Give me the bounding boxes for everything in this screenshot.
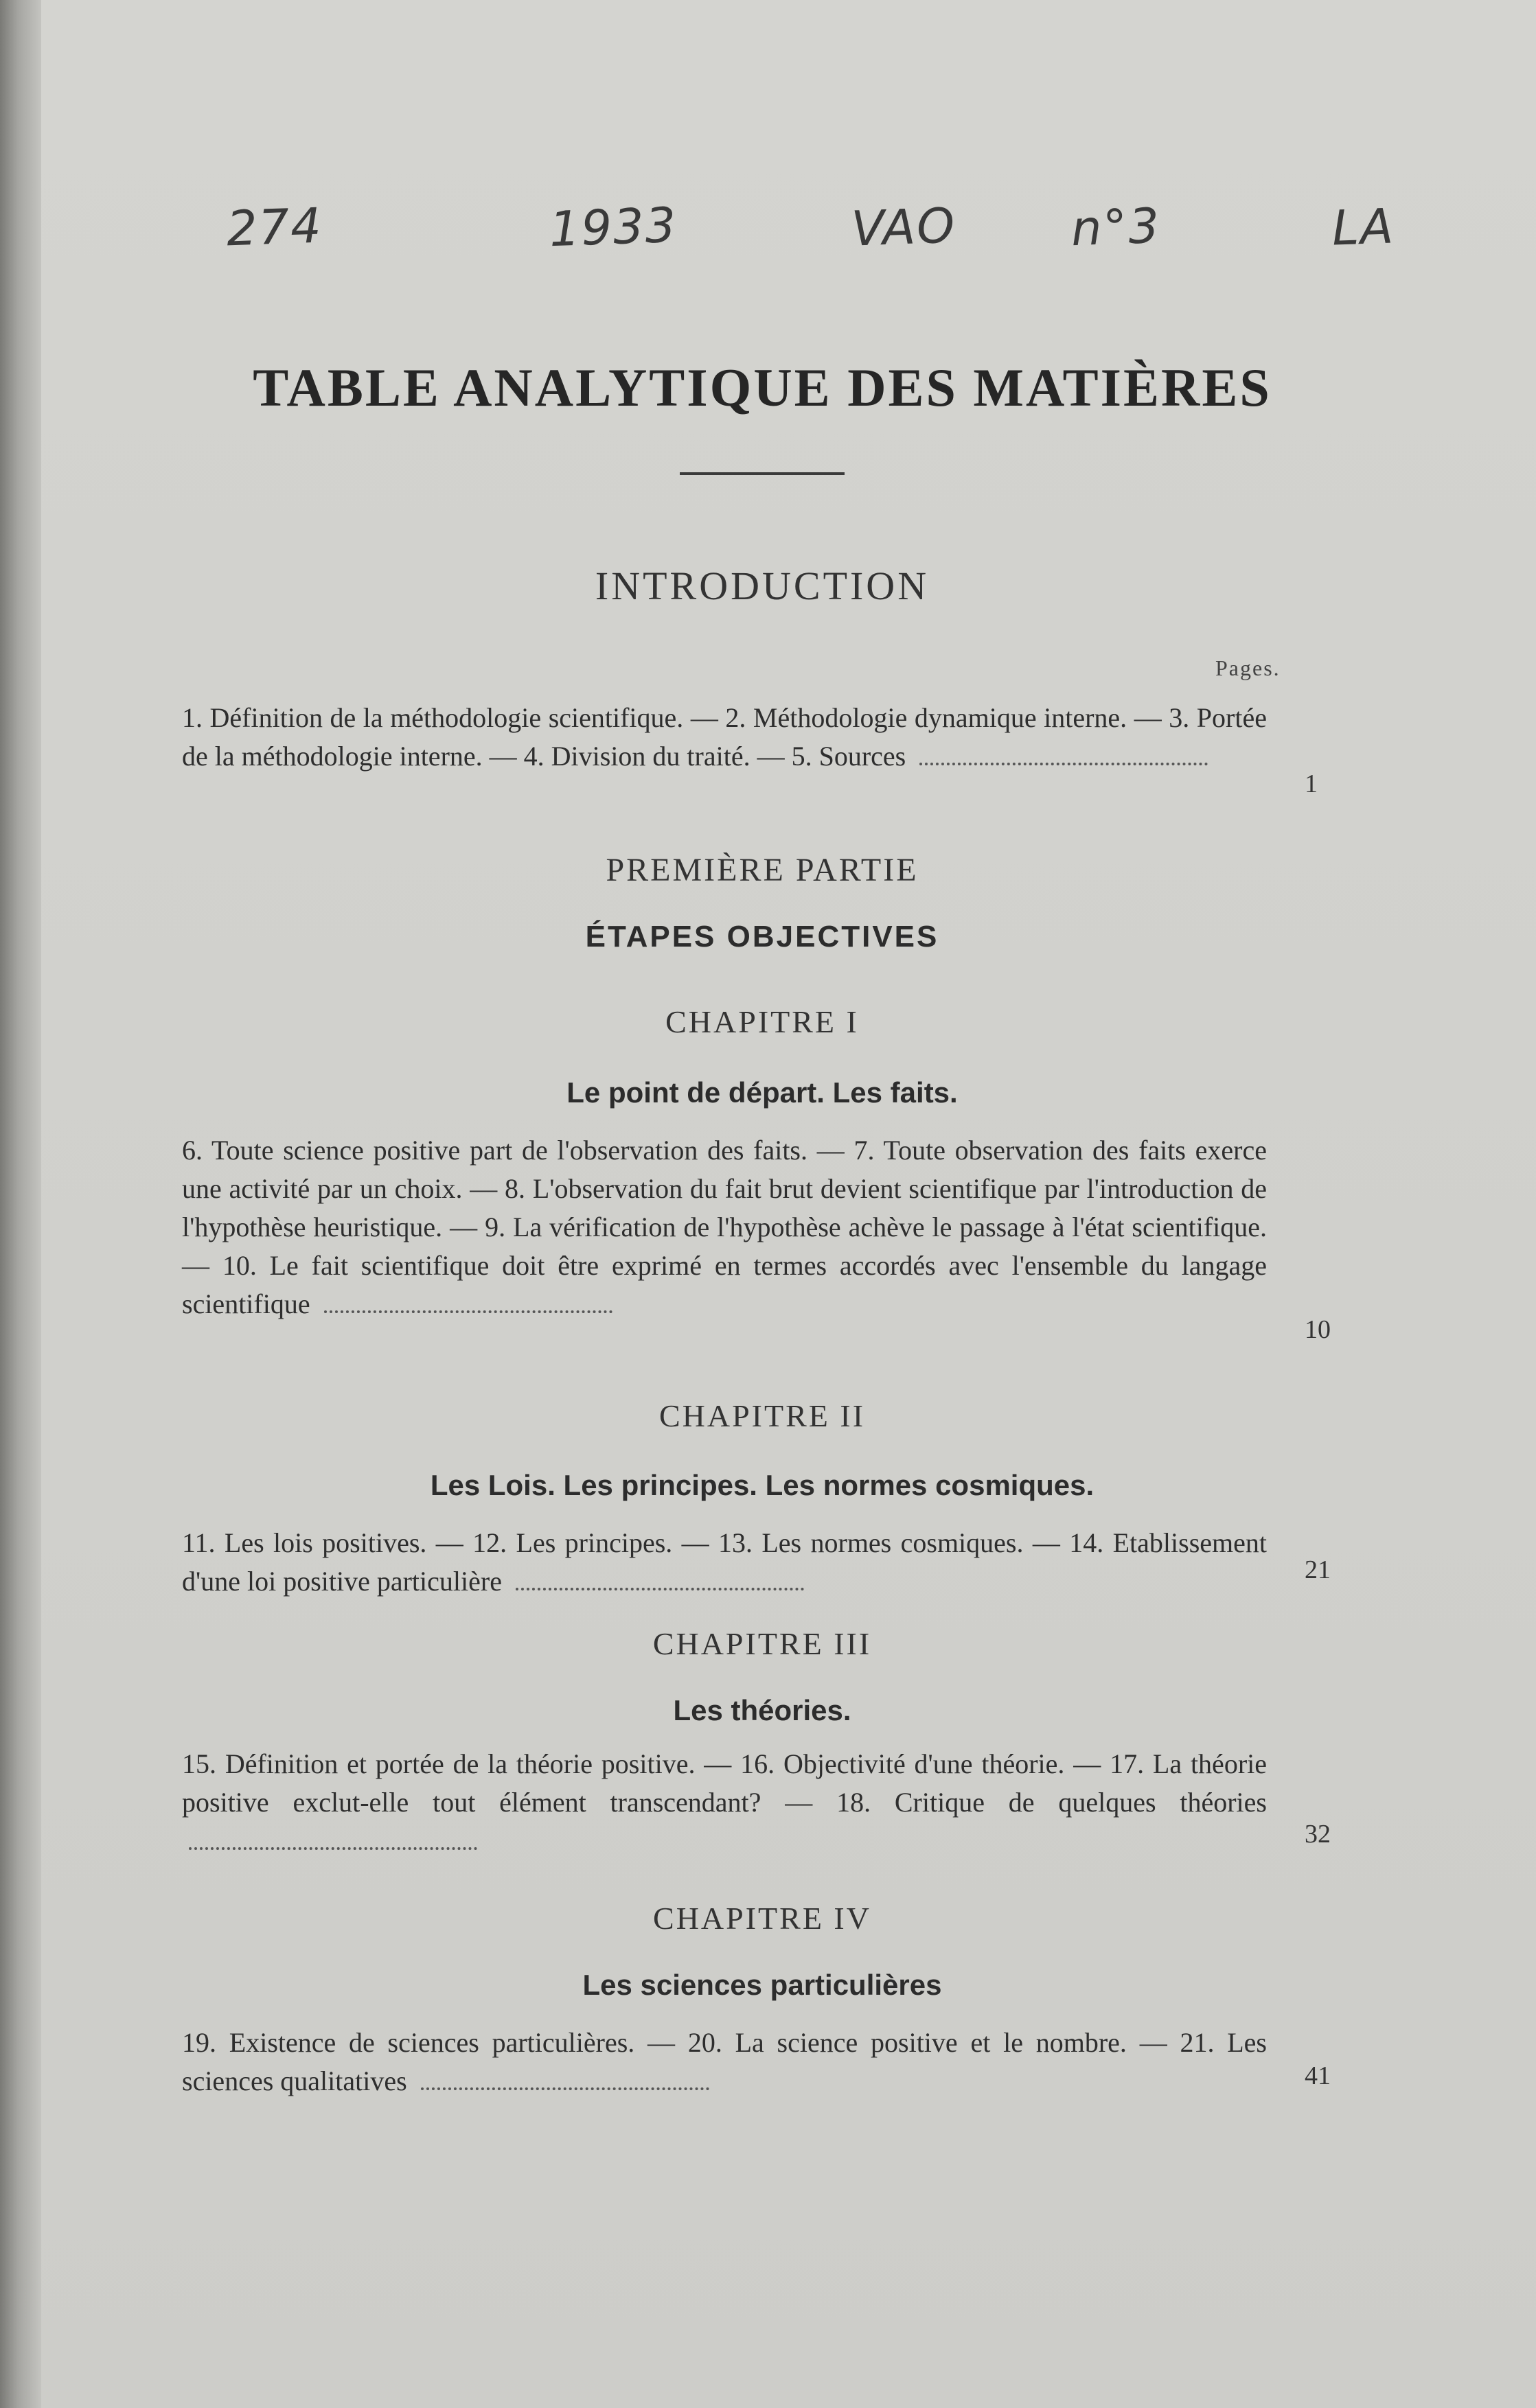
chapter-1-entry[interactable] bbox=[182, 1131, 1267, 1323]
chapter-1-entry-text: 6. Toute science positive part de l'observation des faits. — 7. Toute observation des faits exerce une activité par un choix. — 8. L'observation du fait brut devient scientifique par l'introduction de l'hypothèse heuristique. — 9. La vérification de l'hypothèse achève le passage à l'état scientifique. — 10. Le fait scientifique doit être exprimé en termes accordés avec l'ensemble du langage scientifique bbox=[182, 1135, 1267, 1319]
chapter-1-page-number: 10 bbox=[1305, 1315, 1331, 1344]
chapter-4-entry[interactable] bbox=[182, 2024, 1267, 2100]
dot-leader bbox=[516, 1588, 804, 1590]
handwritten-note-2: 1933 bbox=[548, 196, 678, 258]
chapter-3-label: CHAPITRE III bbox=[652, 1626, 872, 1661]
chapter-2-title: Les Lois. Les principes. Les normes cosmiques. bbox=[430, 1469, 1094, 1501]
introduction-page-number: 1 bbox=[1305, 769, 1318, 798]
chapter-1-label: CHAPITRE I bbox=[665, 1004, 859, 1039]
handwritten-note-3: VAO bbox=[850, 197, 957, 257]
book-page bbox=[41, 0, 1536, 2408]
handwritten-note-5: LA bbox=[1331, 198, 1396, 257]
chapter-2-label: CHAPITRE II bbox=[658, 1398, 866, 1433]
dot-leader bbox=[919, 763, 1208, 765]
part-subheading: ÉTAPES OBJECTIVES bbox=[585, 920, 939, 953]
handwritten-note-4: n°3 bbox=[1070, 197, 1162, 257]
chapter-3-entry[interactable] bbox=[182, 1745, 1267, 1860]
chapter-2-page-number: 21 bbox=[1305, 1555, 1331, 1584]
title-divider bbox=[680, 472, 845, 475]
dot-leader bbox=[324, 1310, 612, 1313]
book-binding-shadow bbox=[0, 0, 41, 2408]
chapter-4-entry-text: 19. Existence de sciences particulières. — 20. La science positive et le nombre. — 21. Les sciences qualitatives bbox=[182, 2027, 1267, 2096]
chapter-4-label: CHAPITRE IV bbox=[653, 1901, 871, 1936]
introduction-entry-text: 1. Définition de la méthodologie scientifique. — 2. Méthodologie dynamique interne. — 3. Portée de la méthodologie interne. — 4. Division du traité. — 5. Sources bbox=[182, 702, 1267, 772]
chapter-4-page-number: 41 bbox=[1305, 2061, 1331, 2090]
introduction-entry[interactable] bbox=[182, 699, 1267, 776]
introduction-heading: INTRODUCTION bbox=[595, 564, 930, 608]
part-heading: PREMIÈRE PARTIE bbox=[606, 852, 919, 888]
handwritten-note-1: 274 bbox=[225, 197, 323, 257]
chapter-2-entry[interactable] bbox=[182, 1524, 1267, 1601]
chapter-4-title: Les sciences particulières bbox=[582, 1969, 942, 2001]
chapter-1-title: Le point de départ. Les faits. bbox=[566, 1076, 958, 1109]
pages-column-label: Pages. bbox=[1215, 656, 1281, 680]
dot-leader bbox=[189, 1847, 477, 1850]
chapter-3-entry-text: 15. Définition et portée de la théorie positive. — 16. Objectivité d'une théorie. — 17. La théorie positive exclut-elle tout élément transcendant? — 18. Critique de quelques théories bbox=[182, 1748, 1267, 1818]
chapter-2-entry-text: 11. Les lois positives. — 12. Les principes. — 13. Les normes cosmiques. — 14. Etablissement d'une loi positive particulière bbox=[182, 1527, 1267, 1597]
dot-leader bbox=[421, 2087, 709, 2090]
page-title: TABLE ANALYTIQUE DES MATIÈRES bbox=[253, 358, 1272, 417]
chapter-3-page-number: 32 bbox=[1305, 1820, 1331, 1849]
chapter-3-title: Les théories. bbox=[673, 1694, 851, 1726]
